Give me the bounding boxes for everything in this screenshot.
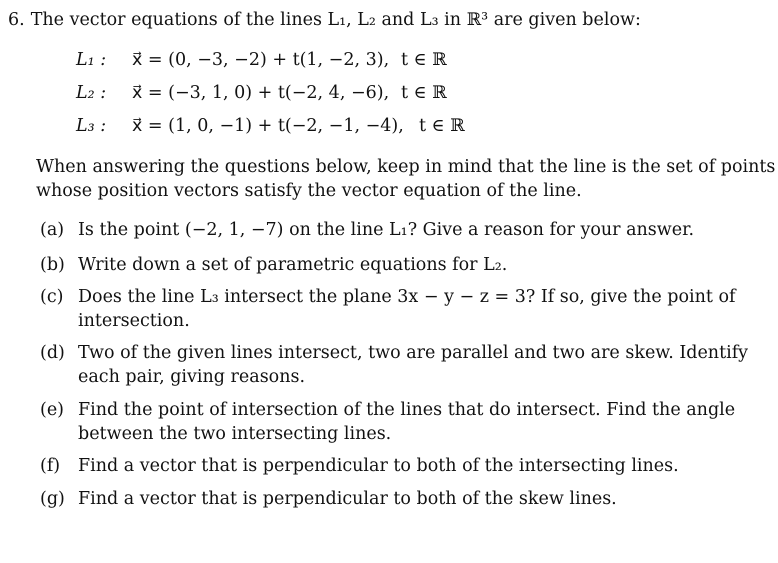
part-text: Find a vector that is perpendicular to both of the skew lines. [78, 489, 617, 509]
part-text: Does the line L₃ intersect the plane 3x − y − z = 3? If so, give the point of [78, 287, 736, 307]
part-text: Find the point of intersection of the lines that do intersect. Find the angle [78, 400, 736, 420]
part-text-continued: between the two intersecting lines. [78, 424, 392, 444]
part-text: Write down a set of parametric equations for L₂. [78, 255, 508, 275]
part-text: Find a vector that is perpendicular to both of the intersecting lines. [78, 456, 679, 476]
equation-label: L₃ : [76, 116, 107, 136]
part-label: (a) [40, 220, 65, 240]
part-text-block [78, 285, 744, 333]
equation-domain: t ∈ ℝ [401, 83, 447, 103]
equation-label: L₂ : [76, 83, 107, 103]
part-label: (d) [40, 343, 65, 363]
part-text: Is the point (−2, 1, −7) on the line L₁? Give a reason for your answer. [78, 220, 695, 240]
part-label: (c) [40, 287, 64, 307]
equation-domain: t ∈ ℝ [419, 116, 465, 136]
note-line-1: When answering the questions below, keep in mind that the line is the set of points [36, 157, 776, 177]
problem-number: 6. [8, 10, 25, 30]
part-text-block [78, 341, 749, 389]
part-label: (e) [40, 400, 65, 420]
part-label: (g) [40, 489, 65, 509]
part-text: Two of the given lines intersect, two are parallel and two are skew. Identify [78, 343, 749, 363]
part-text-continued: intersection. [78, 311, 190, 331]
part-text-block [78, 398, 744, 446]
equation-body: x⃗ = (−3, 1, 0) + t(−2, 4, −6), [132, 83, 390, 103]
equation-domain: t ∈ ℝ [401, 50, 447, 70]
equation-body: x⃗ = (0, −3, −2) + t(1, −2, 3), [132, 50, 390, 70]
instruction-note [36, 155, 776, 203]
part-text-continued: each pair, giving reasons. [78, 367, 306, 387]
note-line-2: whose position vectors satisfy the vector equation of the line. [36, 181, 582, 201]
part-label: (b) [40, 255, 65, 275]
part-label: (f) [40, 456, 61, 476]
equation-body: x⃗ = (1, 0, −1) + t(−2, −1, −4), [132, 116, 404, 136]
problem-intro-text: The vector equations of the lines L₁, L₂ and L₃ in ℝ³ are given below: [30, 10, 641, 30]
equation-label: L₁ : [76, 50, 107, 70]
problem-statement [8, 8, 641, 32]
